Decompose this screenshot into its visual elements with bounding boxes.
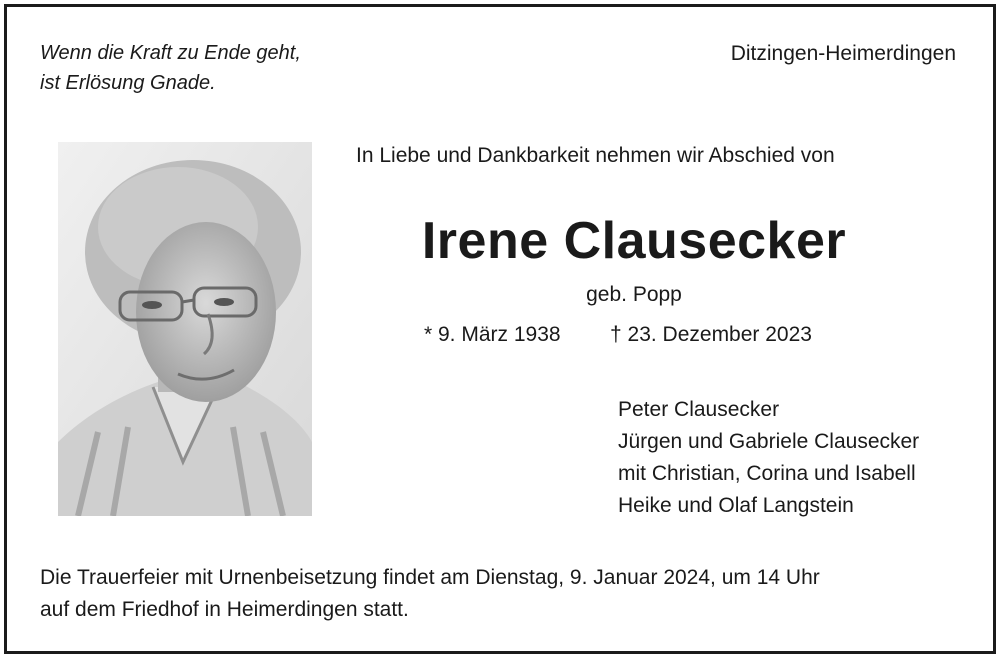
intro-text: In Liebe und Dankbarkeit nehmen wir Abschied von (356, 144, 835, 167)
birth-name: geb. Popp (586, 283, 682, 306)
mourner-line: Heike und Olaf Langstein (618, 494, 854, 517)
place-label: Ditzingen-Heimerdingen (730, 42, 956, 65)
motto-line-2: ist Erlösung Gnade. (40, 72, 216, 94)
mourner-line: Jürgen und Gabriele Clausecker (618, 430, 920, 453)
mourner-line: mit Christian, Corina und Isabell (618, 462, 916, 485)
mourners-list (618, 394, 919, 522)
portrait-photo (58, 142, 312, 516)
motto-quote (40, 38, 301, 98)
service-line-1: Die Trauerfeier mit Urnenbeisetzung findet am Dienstag, 9. Januar 2024, um 14 Uhr (40, 566, 820, 589)
service-info (40, 562, 820, 626)
service-line-2: auf dem Friedhof in Heimerdingen statt. (40, 598, 409, 621)
death-date: † 23. Dezember 2023 (610, 323, 812, 346)
birth-date: * 9. März 1938 (424, 323, 561, 346)
deceased-name: Irene Clausecker (421, 212, 847, 270)
motto-line-1: Wenn die Kraft zu Ende geht, (40, 42, 301, 64)
mourner-line: Peter Clausecker (618, 398, 780, 421)
